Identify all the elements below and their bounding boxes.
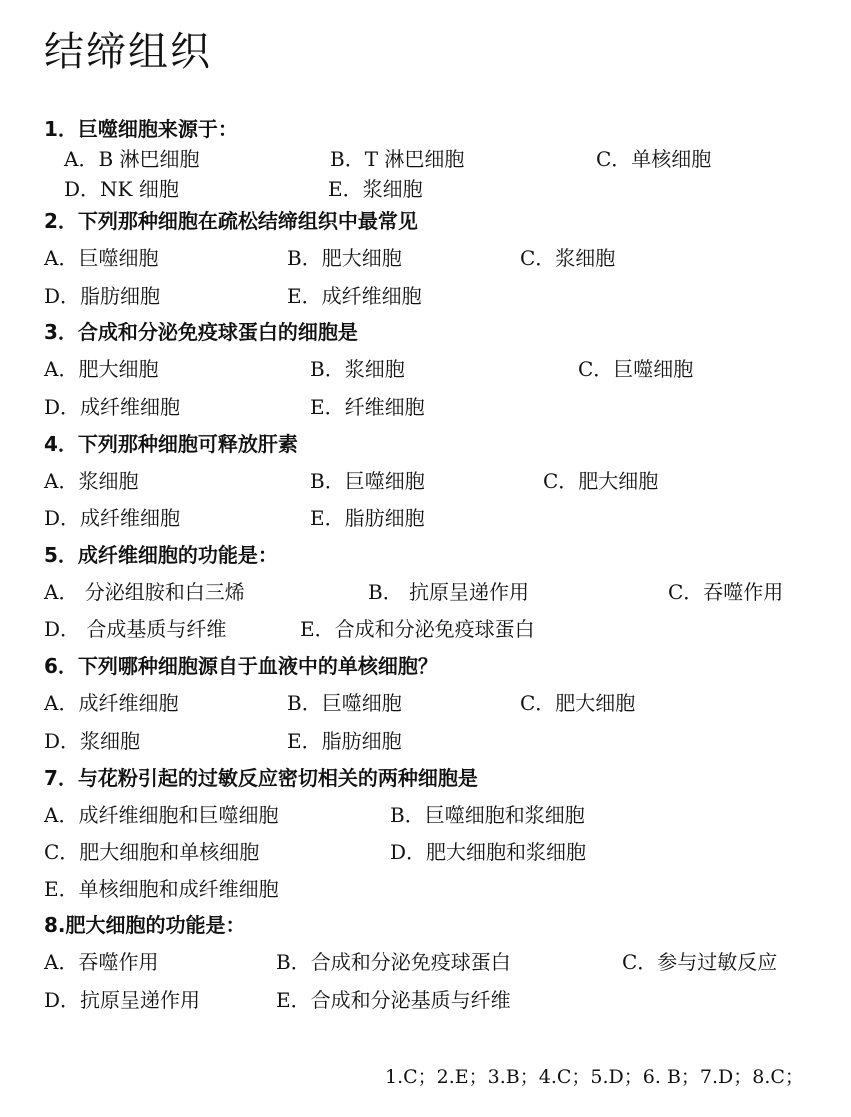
question-7-option-d: D．肥大细胞和浆细胞	[390, 840, 587, 864]
question-7-option-b: B．巨噬细胞和浆细胞	[390, 803, 585, 827]
question-3-option-e: E．纤维细胞	[310, 395, 425, 419]
question-4-option-e: E．脂肪细胞	[310, 506, 425, 530]
question-1-option-d: D．NK 细胞	[64, 177, 179, 201]
question-1-option-e: E．浆细胞	[328, 177, 423, 201]
question-3-stem: 3．合成和分泌免疫球蛋白的细胞是	[44, 320, 358, 344]
question-2-option-c: C．浆细胞	[520, 246, 616, 270]
question-5-option-e: E．合成和分泌免疫球蛋白	[300, 617, 535, 641]
question-6-option-c: C．肥大细胞	[520, 691, 636, 715]
question-8-option-d: D．抗原呈递作用	[44, 988, 201, 1012]
question-2-option-d: D．脂肪细胞	[44, 284, 161, 308]
question-4-option-b: B．巨噬细胞	[310, 469, 425, 493]
question-8-option-e: E．合成和分泌基质与纤维	[276, 988, 511, 1012]
question-8-option-c: C．参与过敏反应	[622, 950, 778, 974]
question-1-option-b: B．T 淋巴细胞	[330, 147, 465, 171]
question-7-option-a: A．成纤维细胞和巨噬细胞	[44, 803, 279, 827]
question-1-option-c: C．单核细胞	[596, 147, 712, 171]
question-8-option-a: A．吞噬作用	[44, 950, 159, 974]
question-6-option-b: B．巨噬细胞	[287, 691, 402, 715]
question-3-option-c: C．巨噬细胞	[578, 357, 694, 381]
question-8-stem: 8.肥大细胞的功能是：	[44, 913, 246, 937]
question-7-option-e: E．单核细胞和成纤维细胞	[44, 877, 279, 901]
question-6-stem: 6．下列哪种细胞源自于血液中的单核细胞？	[44, 654, 438, 678]
question-5-option-b: B． 抗原呈递作用	[368, 580, 530, 604]
question-5-stem: 5．成纤维细胞的功能是：	[44, 543, 278, 567]
question-5-option-c: C．吞噬作用	[668, 580, 784, 604]
question-4-option-c: C．肥大细胞	[543, 469, 659, 493]
question-2-stem: 2．下列那种细胞在疏松结缔组织中最常见	[44, 209, 418, 233]
question-6-option-d: D．浆细胞	[44, 729, 141, 753]
question-3-option-b: B．浆细胞	[310, 357, 405, 381]
question-7-stem: 7．与花粉引起的过敏反应密切相关的两种细胞是	[44, 766, 478, 790]
question-4-option-d: D．成纤维细胞	[44, 506, 181, 530]
question-5-option-d: D． 合成基质与纤维	[44, 617, 227, 641]
question-6-option-a: A．成纤维细胞	[44, 691, 179, 715]
answer-key: 1.C；2.E；3.B；4.C；5.D；6. B；7.D；8.C；	[385, 1066, 804, 1088]
question-6-option-e: E．脂肪细胞	[287, 729, 402, 753]
page-title: 结缔组织	[44, 29, 212, 75]
question-3-option-d: D．成纤维细胞	[44, 395, 181, 419]
question-1-stem: 1．巨噬细胞来源于：	[44, 117, 238, 141]
question-8-option-b: B．合成和分泌免疫球蛋白	[276, 950, 511, 974]
question-1-option-a: A．B 淋巴细胞	[64, 147, 200, 171]
question-3-option-a: A．肥大细胞	[44, 357, 159, 381]
question-2-option-a: A．巨噬细胞	[44, 246, 159, 270]
question-2-option-e: E．成纤维细胞	[287, 284, 422, 308]
question-7-option-c: C．肥大细胞和单核细胞	[44, 840, 260, 864]
question-2-option-b: B．肥大细胞	[287, 246, 402, 270]
question-4-stem: 4．下列那种细胞可释放肝素	[44, 432, 298, 456]
question-5-option-a: A． 分泌组胺和白三烯	[44, 580, 245, 604]
question-4-option-a: A．浆细胞	[44, 469, 139, 493]
